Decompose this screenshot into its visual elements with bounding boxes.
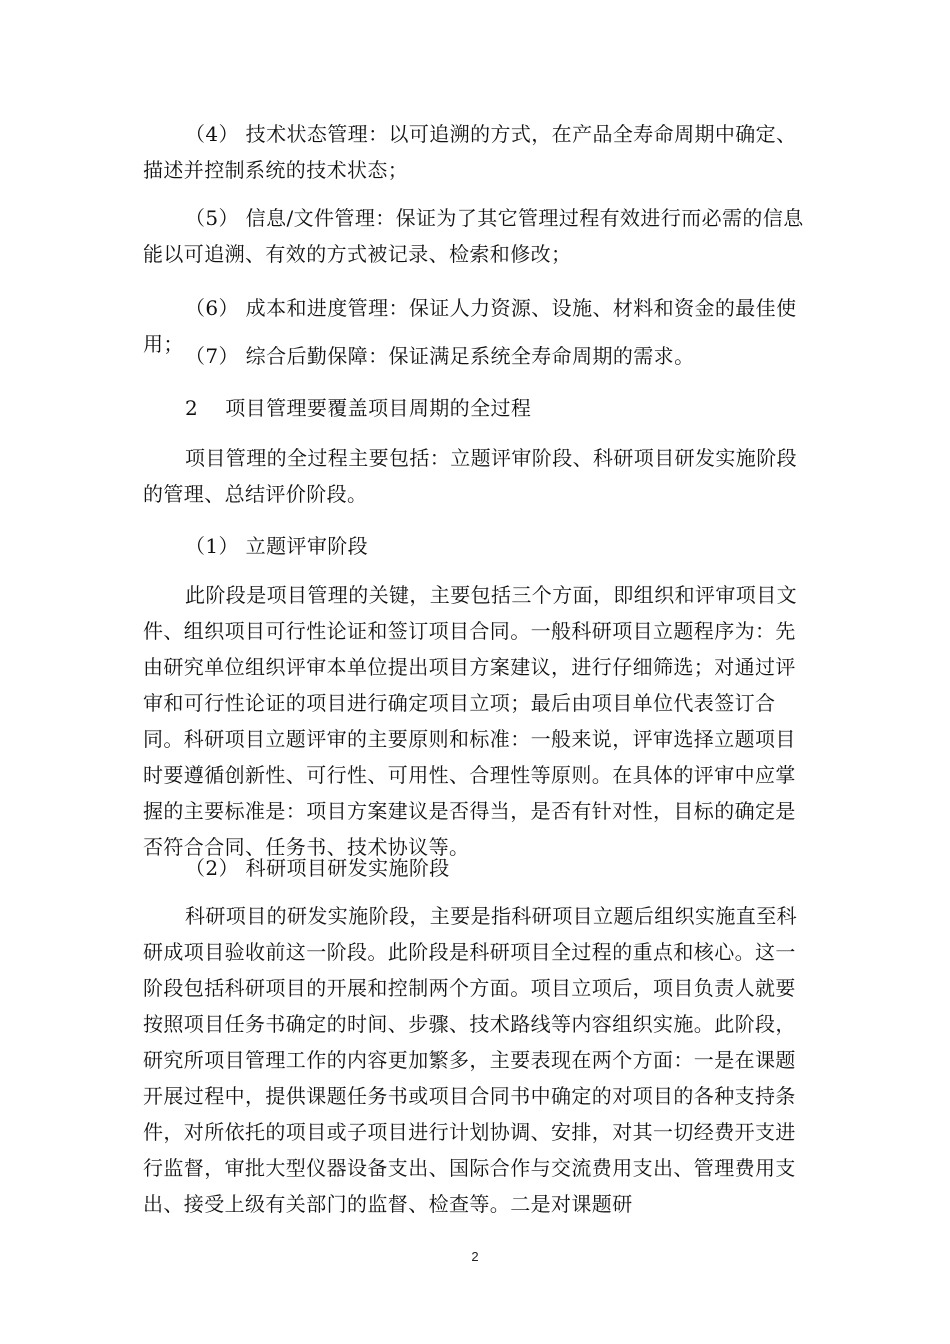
paragraph-information-document-management: （5） 信息/文件管理：保证为了其它管理过程有效进行而必需的信息能以可追溯、有效的方式被记录、检索和修改； [143,206,804,266]
section-heading-2: 2 项目管理要覆盖项目周期的全过程 [185,396,532,420]
paragraph-cost-schedule-management: （6） 成本和进度管理：保证人力资源、设施、材料和资金的最佳使用； [143,296,797,356]
paragraph-technical-state-management: （4） 技术状态管理：以可追溯的方式，在产品全寿命周期中确定、描述并控制系统的技术状态； [143,122,797,182]
subheading-rd-implementation-stage: （2） 科研项目研发实施阶段 [185,856,450,880]
paragraph-logistics-support: （7） 综合后勤保障：保证满足系统全寿命周期的需求。 [185,344,695,368]
paragraph-project-review-stage: 此阶段是项目管理的关键，主要包括三个方面，即组织和评审项目文件、组织项目可行性论证和签订项目合同。一般科研项目立题程序为：先由研究单位组织评审本单位提出项目方案建议，进行仔细筛选；对通过评审和可行性论证的项目进行确定项目立项；最后由项目单位代表签订合同。科研项目立题评审的主要原则和标准：一般来说，评审选择立题项目时要遵循创新性、可行性、可用性、合理性等原则。在具体的评审中应掌握的主要标准是：项目方案建议是否得当，是否有针对性，目标的确定是否符合合同、任务书、技术协议等。 [143,583,797,859]
subheading-project-review-stage: （1） 立题评审阶段 [185,534,369,558]
paragraph-full-process-overview: 项目管理的全过程主要包括：立题评审阶段、科研项目研发实施阶段的管理、总结评价阶段。 [143,446,797,506]
page-number: 2 [471,1249,479,1264]
paragraph-rd-implementation-stage: 科研项目的研发实施阶段，主要是指科研项目立题后组织实施直至科研成项目验收前这一阶段。此阶段是科研项目全过程的重点和核心。这一阶段包括科研项目的开展和控制两个方面。项目立项后，项目负责人就要按照项目任务书确定的时间、步骤、技术路线等内容组织实施。此阶段，研究所项目管理工作的内容更加繁多，主要表现在两个方面：一是在课题开展过程中，提供课题任务书或项目合同书中确定的对项目的各种支持条件，对所依托的项目或子项目进行计划协调、安排，对其一切经费开支进行监督，审批大型仪器设备支出、国际合作与交流费用支出、管理费用支出、接受上级有关部门的监督、检查等。二是对课题研 [143,904,797,1216]
